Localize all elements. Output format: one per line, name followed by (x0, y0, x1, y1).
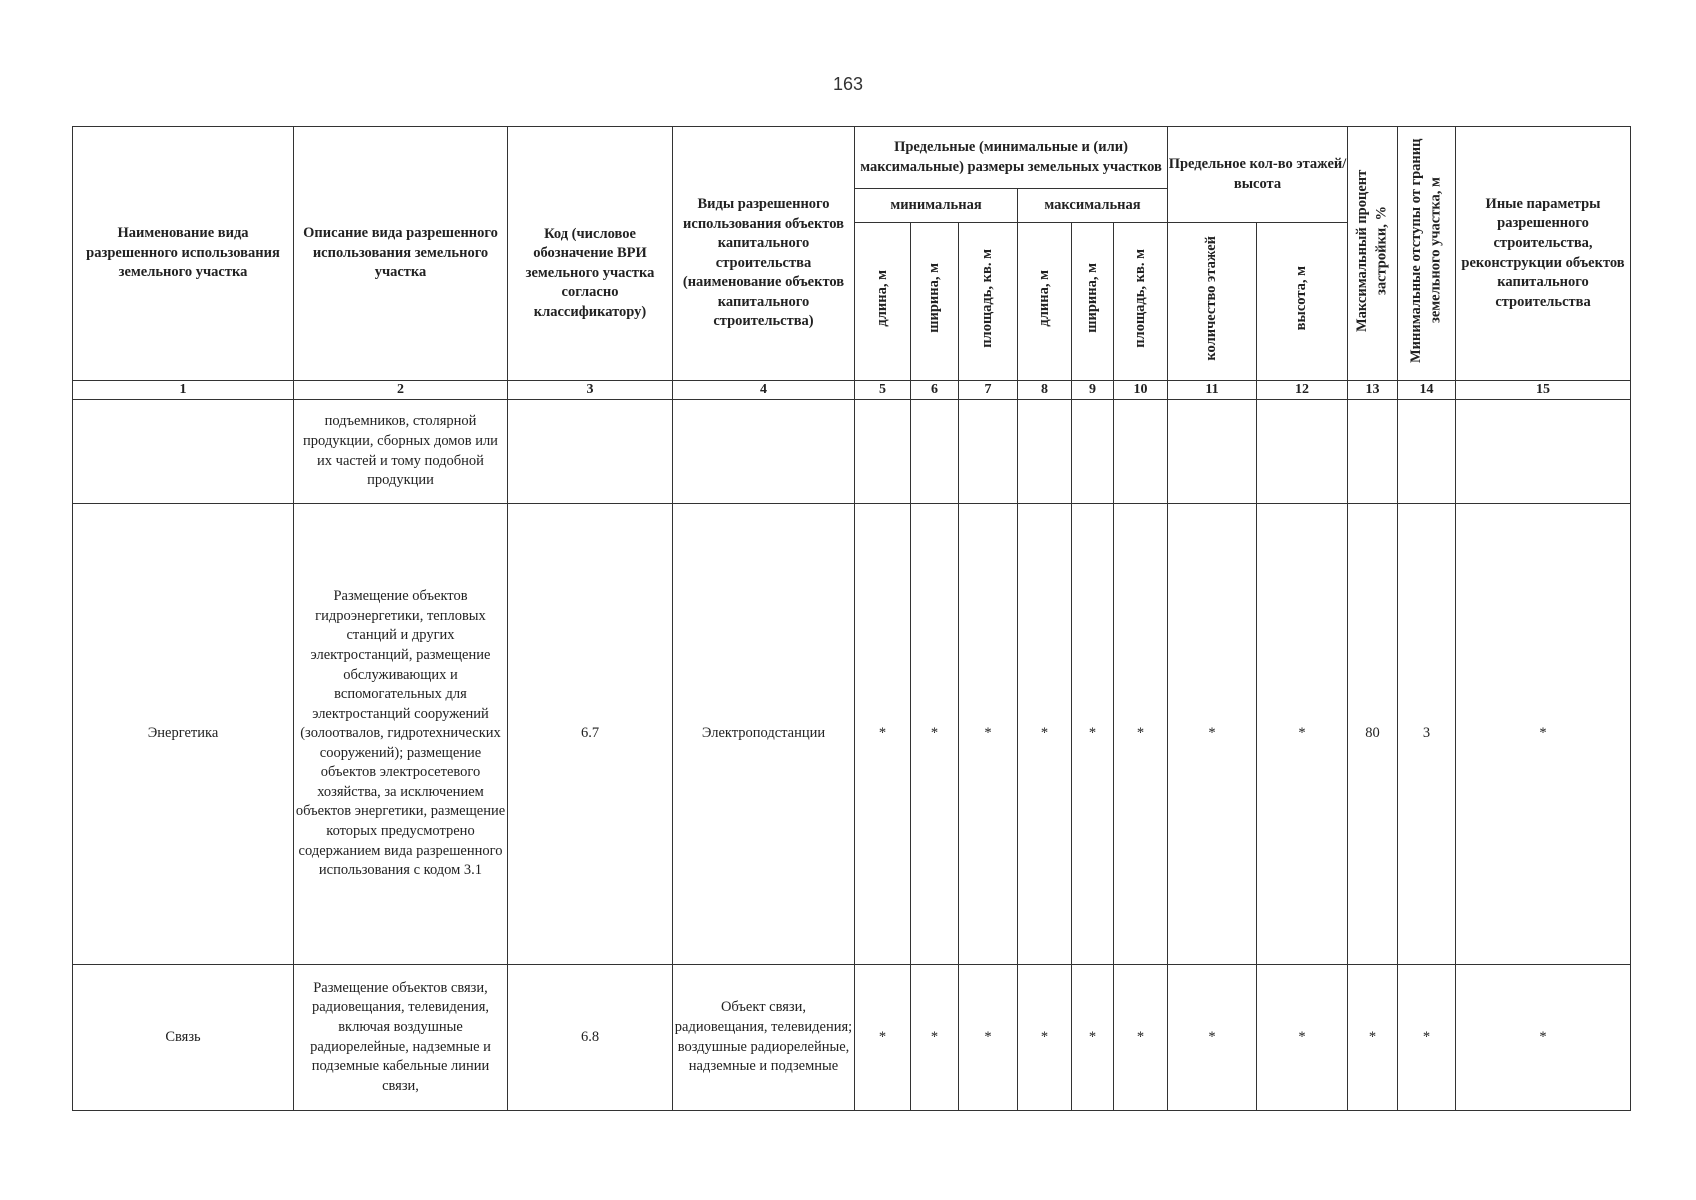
header-max-coverage: Максимальный процент застройки, % (1348, 127, 1398, 381)
capital-objects (673, 400, 855, 504)
value-cell: * (911, 965, 959, 1111)
value-cell: * (855, 504, 911, 965)
value-cell: * (1168, 965, 1257, 1111)
header-height: высота, м (1257, 223, 1348, 381)
value-cell: * (959, 965, 1018, 1111)
value-cell: * (1257, 504, 1348, 965)
value-cell: * (1114, 965, 1168, 1111)
column-number: 11 (1168, 381, 1257, 400)
column-number: 10 (1114, 381, 1168, 400)
column-number: 12 (1257, 381, 1348, 400)
header-min-setbacks: Минимальные отступы от границ земельного участка, м (1398, 127, 1456, 381)
land-use-description: Размещение объектов гидроэнергетики, тепловых станций и других электростанций, размещение обслуживающих и вспомогательных для электростанций сооружений (золоотвалов, гидротехнических сооружений); размещение объектов электросетевого хозяйства, за исключением объектов энергетики, размещение которых предусмотрено содержанием вида разрешенного использования с кодом 3.1 (294, 504, 508, 965)
header-capital-objects: Виды разрешенного использования объектов капитального строительства (наименование объектов капитального строительства) (673, 127, 855, 381)
value-cell: * (1168, 504, 1257, 965)
value-cell: * (1398, 965, 1456, 1111)
value-cell: * (1018, 965, 1072, 1111)
land-use-name (73, 400, 294, 504)
header-max-length: длина, м (1018, 223, 1072, 381)
value-cell (1398, 400, 1456, 504)
value-cell (1456, 400, 1631, 504)
value-cell (1072, 400, 1114, 504)
value-cell (855, 400, 911, 504)
column-number-row (73, 381, 1631, 400)
value-cell (911, 400, 959, 504)
value-cell: * (1018, 504, 1072, 965)
value-cell: * (1114, 504, 1168, 965)
header-max-width: ширина, м (1072, 223, 1114, 381)
column-number: 2 (294, 381, 508, 400)
capital-objects: Электроподстанции (673, 504, 855, 965)
value-cell: * (1072, 965, 1114, 1111)
value-cell: * (1072, 504, 1114, 965)
column-number: 6 (911, 381, 959, 400)
header-min-length: длина, м (855, 223, 911, 381)
value-cell (1348, 400, 1398, 504)
header-land-use-name: Наименование вида разрешенного использования земельного участка (73, 127, 294, 381)
column-number: 8 (1018, 381, 1072, 400)
capital-objects: Объект связи, радиовещания, телевидения; воздушные радиорелейные, надземные и подземные (673, 965, 855, 1111)
value-cell: 3 (1398, 504, 1456, 965)
column-number: 1 (73, 381, 294, 400)
column-number: 13 (1348, 381, 1398, 400)
header-other-parameters: Иные параметры разрешенного строительства, реконструкции объектов капитального строительства (1456, 127, 1631, 381)
header-min-width: ширина, м (911, 223, 959, 381)
table-row (73, 400, 1631, 504)
table-row (73, 965, 1631, 1111)
land-use-description: подъемников, столярной продукции, сборных домов или их частей и тому подобной продукции (294, 400, 508, 504)
value-cell: * (1257, 965, 1348, 1111)
column-number: 15 (1456, 381, 1631, 400)
value-cell (1018, 400, 1072, 504)
land-use-description: Размещение объектов связи, радиовещания, телевидения, включая воздушные радиорелейные, надземные и подземные кабельные линии связи, (294, 965, 508, 1111)
column-number: 5 (855, 381, 911, 400)
value-cell: * (855, 965, 911, 1111)
header-max-area: площадь, кв. м (1114, 223, 1168, 381)
land-use-name: Энергетика (73, 504, 294, 965)
page-number: 163 (832, 74, 864, 94)
column-number: 9 (1072, 381, 1114, 400)
value-cell: * (959, 504, 1018, 965)
header-floors-height: Предельное кол-во этажей/высота (1168, 127, 1348, 223)
value-cell (1257, 400, 1348, 504)
value-cell (959, 400, 1018, 504)
header-min-area: площадь, кв. м (959, 223, 1018, 381)
value-cell: * (911, 504, 959, 965)
land-use-table (72, 126, 1631, 1111)
header-land-use-description: Описание вида разрешенного использования земельного участка (294, 127, 508, 381)
value-cell (1114, 400, 1168, 504)
land-use-code (508, 400, 673, 504)
value-cell: * (1348, 965, 1398, 1111)
header-minimum: минимальная (855, 189, 1018, 223)
header-maximum: максимальная (1018, 189, 1168, 223)
header-plot-sizes: Предельные (минимальные и (или) максимальные) размеры земельных участков (855, 127, 1168, 189)
column-number: 7 (959, 381, 1018, 400)
value-cell: * (1456, 965, 1631, 1111)
land-use-name: Связь (73, 965, 294, 1111)
table-row (73, 504, 1631, 965)
land-use-code: 6.7 (508, 504, 673, 965)
land-use-code: 6.8 (508, 965, 673, 1111)
column-number: 14 (1398, 381, 1456, 400)
value-cell (1168, 400, 1257, 504)
value-cell: 80 (1348, 504, 1398, 965)
header-code: Код (числовое обозначение ВРИ земельного участка согласно классификатору) (508, 127, 673, 381)
column-number: 4 (673, 381, 855, 400)
header-floor-count: количество этажей (1168, 223, 1257, 381)
column-number: 3 (508, 381, 673, 400)
value-cell: * (1456, 504, 1631, 965)
